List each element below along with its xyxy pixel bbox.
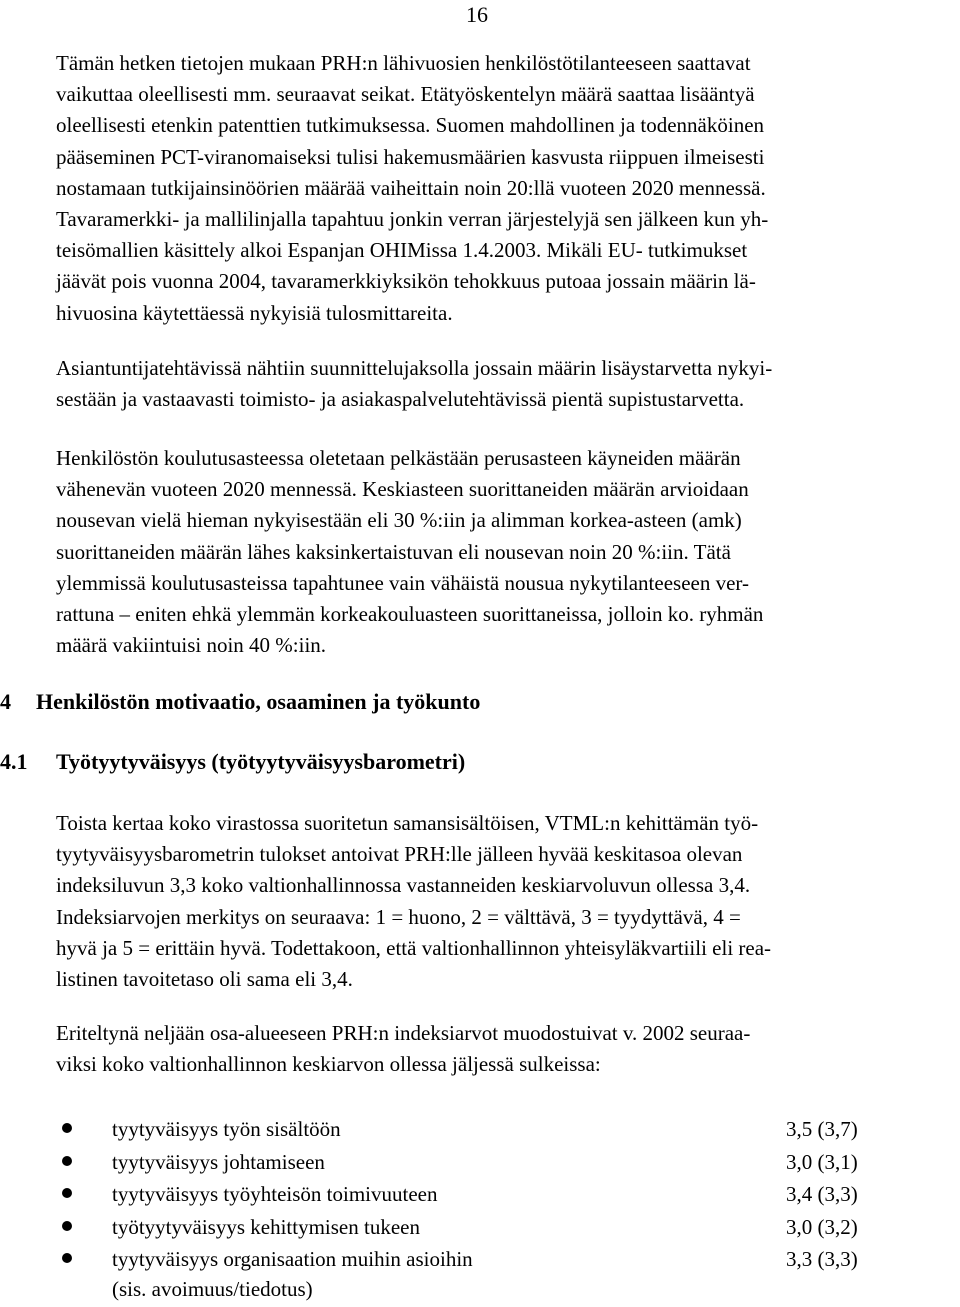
paragraph-index-breakdown (56, 1018, 936, 1080)
paragraph-line: ylemmissä koulutusasteissa tapahtunee vain vähäistä nousua nykytilanteeseen ver- (56, 570, 749, 595)
bullet-icon (62, 1123, 72, 1133)
paragraph-line: Eriteltynä neljään osa-alueeseen PRH:n indeksiarvot muodostuivat v. 2002 seuraa- (56, 1021, 751, 1045)
bullet-icon (62, 1253, 72, 1263)
paragraph-line: rattuna – eniten ehkä ylemmän korkeakouluasteen suorittaneissa, jolloin ko. ryhmän (56, 602, 764, 627)
paragraph-line: oleellisesti etenkin patenttien tutkimuksessa. Suomen mahdollinen ja todennäköinen (56, 113, 765, 138)
paragraph-staffing-outlook (56, 48, 936, 329)
section-title: Henkilöstön motivaatio, osaaminen ja työkunto (36, 689, 481, 714)
paragraph-line: Toista kertaa koko virastossa suoritetun samansisältöisen, VTML:n kehittämän työ- (56, 811, 759, 835)
list-item (56, 1146, 936, 1179)
paragraph-line: viksi koko valtionhallinnon keskiarvon ollessa jäljessä sulkeissa: (56, 1052, 601, 1077)
list-item-value: 3,4 (3,3) (786, 1182, 858, 1206)
list-item-label: tyytyväisyys työyhteisön toimivuuteen (112, 1182, 438, 1206)
bullet-icon (62, 1188, 72, 1198)
paragraph-line: vaikuttaa oleellisesti mm. seuraavat seikat. Etätyöskentelyn määrä saattaa lisääntyä (56, 82, 755, 107)
paragraph-line: jäävät pois vuonna 2004, tavaramerkkiyksikön tehokkuus putoaa jossain määrin lä- (56, 269, 756, 294)
paragraph-line: Henkilöstön koulutusasteessa oletetaan pelkästään perusasteen käyneiden määrän (56, 446, 741, 470)
paragraph-line: nousevan vielä hieman nykyisestään eli 30 %:iin ja alimman korkea-asteen (amk) (56, 508, 742, 533)
list-item-note: (sis. avoimuus/tiedotus) (112, 1277, 313, 1301)
list-item-value: 3,0 (3,2) (786, 1214, 858, 1239)
paragraph-line: indeksiluvun 3,3 koko valtionhallinnossa vastanneiden keskiarvoluvun ollessa 3,4. (56, 873, 751, 898)
paragraph-line: nostamaan tutkijainsinöörien määrää vaiheittain noin 20:llä vuoteen 2020 mennessä. (56, 175, 766, 200)
paragraph-line: hyvä ja 5 = erittäin hyvä. Todettakoon, että valtionhallinnon yhteisyläkvartiili eli rea- (56, 935, 772, 960)
section-heading-4-1 (0, 748, 465, 776)
list-item (56, 1113, 936, 1146)
list-item-label: tyytyväisyys työn sisältöön (112, 1117, 341, 1141)
paragraph-line: Indeksiarvojen merkitys on seuraava: 1 = huono, 2 = välttävä, 3 = tyydyttävä, 4 = (56, 904, 741, 929)
paragraph-line: teisömallien käsittely alkoi Espanjan OHIMissa 1.4.2003. Mikäli EU- tutkimukset (56, 238, 748, 263)
paragraph-line: hivuosina käytettäessä nykyisiä tulosmittareita. (56, 300, 453, 325)
list-item (56, 1243, 936, 1307)
list-item-value: 3,3 (3,3) (786, 1247, 858, 1271)
list-item (56, 1178, 936, 1211)
list-item-label: tyytyväisyys organisaation muihin asioihin (112, 1247, 473, 1271)
paragraph-line: suorittaneiden määrän lähes kaksinkertaistuvan eli nousevan noin 20 %:iin. Tätä (56, 539, 731, 564)
paragraph-line: tyytyväisyysbarometrin tulokset antoivat PRH:lle jälleen hyvää keskitasoa olevan (56, 842, 743, 867)
satisfaction-index-list (56, 1113, 936, 1307)
paragraph-line: Asiantuntijatehtävissä nähtiin suunnittelujaksolla jossain määrin lisäystarvetta nykyi- (56, 356, 773, 380)
paragraph-line: Tavaramerkki- ja mallilinjalla tapahtuu jonkin verran järjestelyjä sen jälkeen kun yh- (56, 207, 769, 232)
paragraph-barometer-results (56, 808, 936, 995)
list-item (56, 1211, 936, 1244)
bullet-icon (62, 1156, 72, 1166)
section-title: Työtyytyväisyys (työtyytyväisyysbarometri) (56, 749, 466, 774)
section-heading-4 (0, 688, 480, 716)
paragraph-line: vähenevän vuoteen 2020 mennessä. Keskiasteen suorittaneiden määrän arvioidaan (56, 477, 749, 502)
list-item-value: 3,5 (3,7) (786, 1117, 858, 1141)
list-item-label: työtyytyväisyys kehittymisen tukeen (112, 1214, 420, 1239)
paragraph-expert-tasks (56, 353, 936, 415)
section-number: 4.1 (0, 749, 28, 774)
paragraph-line: Tämän hetken tietojen mukaan PRH:n lähivuosien henkilöstötilanteeseen saattavat (56, 51, 751, 75)
paragraph-line: sestään ja vastaavasti toimisto- ja asiakaspalvelutehtävissä pientä supistustarvetta. (56, 387, 745, 412)
list-item-value: 3,0 (3,1) (786, 1149, 858, 1174)
paragraph-line: listinen tavoitetaso oli sama eli 3,4. (56, 967, 353, 992)
paragraph-line: määrä vakiintuisi noin 40 %:iin. (56, 633, 327, 658)
paragraph-education-level (56, 443, 936, 661)
page-number: 16 (466, 2, 488, 27)
section-number: 4 (0, 689, 11, 714)
bullet-icon (62, 1221, 72, 1231)
list-item-label: tyytyväisyys johtamiseen (112, 1149, 325, 1174)
paragraph-line: pääseminen PCT-viranomaiseksi tulisi hakemusmäärien kasvusta riippuen ilmeisesti (56, 144, 765, 169)
